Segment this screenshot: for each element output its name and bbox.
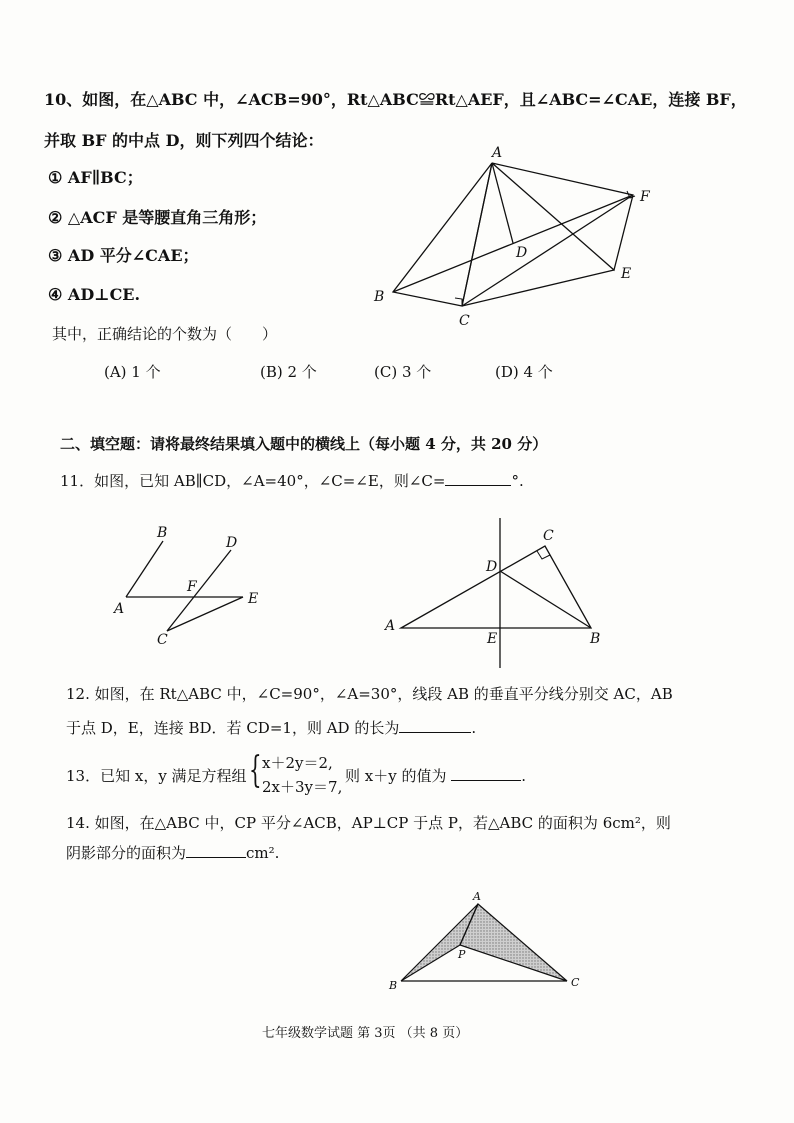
q10-option-c: (C) 3 个 <box>374 363 432 381</box>
q11-text: 11．如图，已知 AB∥CD，∠A=40°，∠C=∠E，则∠C= <box>60 472 446 490</box>
q10-option-b: (B) 2 个 <box>260 363 317 381</box>
section2-heading: 二、填空题：请将最终结果填入题中的横线上（每小题 4 分，共 20 分） <box>60 435 548 453</box>
q14-after: cm². <box>246 844 280 862</box>
q14-label-p: P <box>458 948 466 961</box>
q14-text: 阴影部分的面积为 <box>66 844 187 862</box>
q10-option-a: (A) 1 个 <box>104 363 161 381</box>
q11-label-a: A <box>114 601 125 617</box>
q10-question: 其中，正确结论的个数为（ ） <box>52 325 278 343</box>
q13-after: . <box>521 767 527 785</box>
q10-conclusion-3: ③ AD 平分∠CAE； <box>48 246 199 265</box>
q10-conclusion-1: ① AF∥BC； <box>48 168 143 187</box>
q14-label-c: C <box>571 976 580 989</box>
q13-brace: { <box>249 750 262 791</box>
q14-stem-line1: 14. 如图，在△ABC 中，CP 平分∠ACB，AP⊥CP 于点 P，若△ABC 的面积为 6cm²，则 <box>66 814 671 832</box>
q11-label-f: F <box>187 579 197 595</box>
q12-label-d: D <box>486 559 498 575</box>
q14-label-a: A <box>473 890 481 903</box>
q10-conclusion-2: ② △ACF 是等腰直角三角形； <box>48 208 267 227</box>
q10-label-f: F <box>640 189 650 205</box>
q12-stem-line1: 12. 如图，在 Rt△ABC 中，∠C=90°，∠A=30°，线段 AB 的垂直平分线分别交 AC，AB <box>66 685 673 703</box>
q12-label-c: C <box>543 528 554 544</box>
q10-label-c: C <box>459 313 470 329</box>
q12-after: . <box>471 719 477 737</box>
q12-label-a: A <box>385 618 396 634</box>
q11-after: °. <box>511 472 524 490</box>
page-footer: 七年级数学试题 第 3页 （共 8 页） <box>262 1026 469 1041</box>
q11-label-c: C <box>157 632 168 648</box>
q10-label-a: A <box>492 145 503 161</box>
q14-label-b: B <box>389 979 398 992</box>
q10-label-e: E <box>621 266 632 282</box>
q10-label-d: D <box>516 245 528 261</box>
q11-label-d: D <box>226 535 238 551</box>
q13-prefix: 13．已知 x，y 满足方程组 <box>66 767 247 785</box>
q10-stem-line2: 并取 BF 的中点 D，则下列四个结论： <box>44 131 324 150</box>
q10-conclusion-4: ④ AD⊥CE. <box>48 285 141 304</box>
q12-label-e: E <box>487 631 498 647</box>
q11-label-b: B <box>157 525 168 541</box>
q13-eq2: 2x＋3y＝7, <box>262 778 343 796</box>
q10-stem-line1: 10、如图，在△ABC 中，∠ACB=90°，Rt△ABC≌Rt△AEF，且∠ABC=∠CAE，连接 BF， <box>44 90 747 109</box>
q13-eq1: x＋2y＝2, <box>262 754 333 772</box>
q13-suffix: 则 x＋y 的值为 <box>345 767 447 785</box>
q12-text: 于点 D，E，连接 BD．若 CD=1，则 AD 的长为 <box>66 719 400 737</box>
q12-label-b: B <box>590 631 601 647</box>
q10-option-d: (D) 4 个 <box>495 363 553 381</box>
q11-label-e: E <box>248 591 259 607</box>
q10-label-b: B <box>374 289 385 305</box>
